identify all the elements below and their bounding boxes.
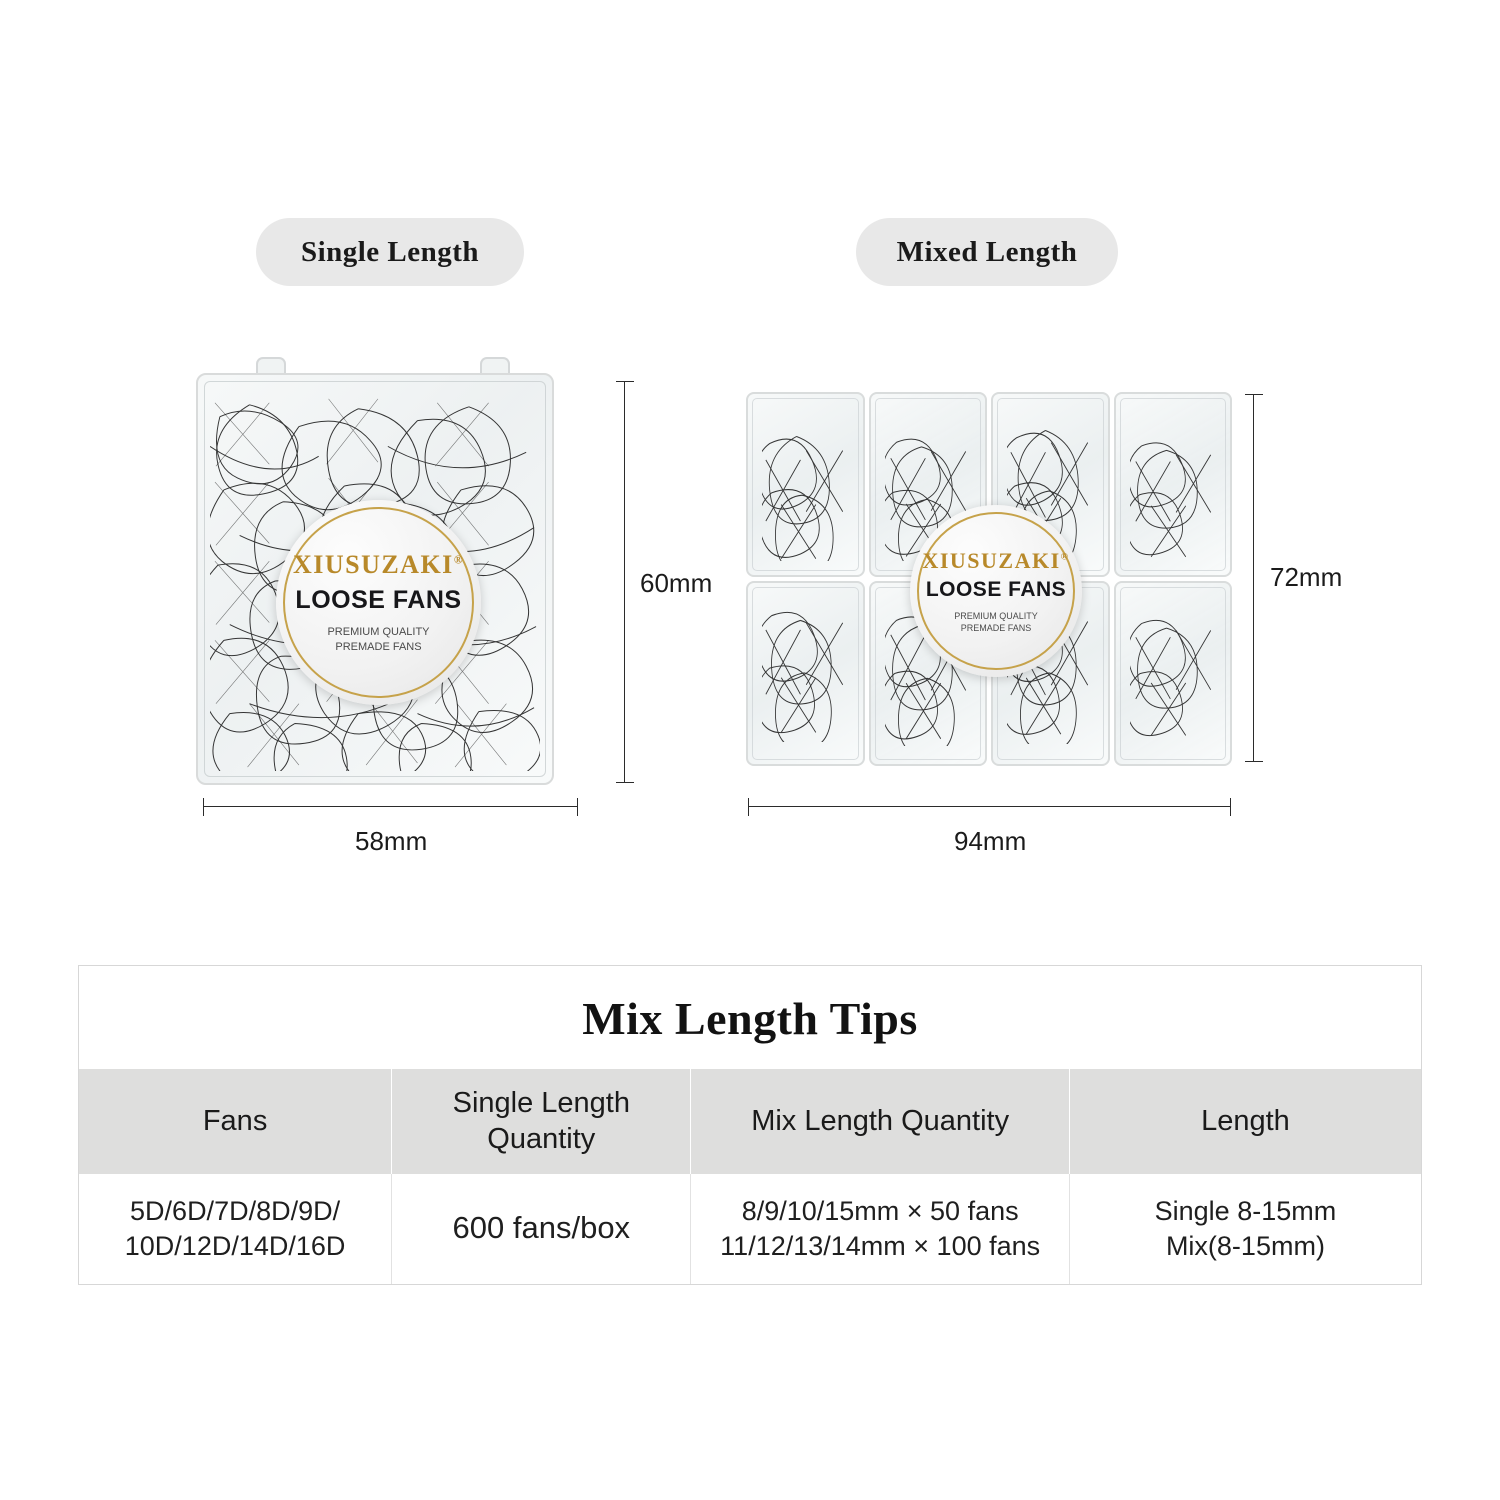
badge-mixed-length: Mixed Length xyxy=(856,218,1118,286)
compartment xyxy=(1114,581,1233,766)
compartment xyxy=(746,392,865,577)
lash-texture-cell xyxy=(762,420,849,561)
product-name: LOOSE FANS xyxy=(925,577,1067,601)
dimension-single-width-text: 58mm xyxy=(355,826,428,856)
label-subtext: PREMIUM QUALITY PREMADE FANS xyxy=(327,626,430,653)
cell-single-quantity: 600 fans/box xyxy=(392,1174,691,1284)
column-header-mix-quantity: Mix Length Quantity xyxy=(691,1069,1069,1174)
lash-texture-cell xyxy=(762,599,849,742)
column-header-length: Length xyxy=(1069,1069,1421,1174)
brand-label-mixed xyxy=(910,505,1082,677)
brand-name: XIUSUZAKI® xyxy=(292,550,465,580)
compartment xyxy=(746,581,865,766)
column-header-fans: Fans xyxy=(79,1069,392,1174)
cell-length: Single 8-15mm Mix(8-15mm) xyxy=(1069,1174,1421,1284)
dimension-line-mixed-height xyxy=(1253,394,1254,762)
lash-texture-cell xyxy=(1130,426,1217,559)
case-clip-right xyxy=(480,357,510,373)
case-clip-left xyxy=(256,357,286,373)
dimension-line-single-width xyxy=(203,806,578,807)
label-subtext: PREMIUM QUALITY PREMADE FANS xyxy=(954,610,1038,633)
product-name: LOOSE FANS xyxy=(295,586,462,615)
table-title: Mix Length Tips xyxy=(582,993,918,1044)
column-header-single-quantity: Single Length Quantity xyxy=(392,1069,691,1174)
dimension-mixed-height-text: 72mm xyxy=(1270,562,1343,592)
dimension-mixed-width-text: 94mm xyxy=(954,826,1027,856)
mix-length-tips-table xyxy=(78,965,1422,1285)
cell-fans: 5D/6D/7D/8D/9D/ 10D/12D/14D/16D xyxy=(124,1195,346,1261)
dimension-line-mixed-width xyxy=(748,806,1231,807)
brand-label-single xyxy=(276,500,481,705)
table-header-row xyxy=(79,1069,1421,1174)
brand-name: XIUSUZAKI® xyxy=(922,547,1070,573)
badge-single-length: Single Length xyxy=(256,218,524,286)
specs-table xyxy=(79,1069,1421,1284)
cell-mix-quantity: 8/9/10/15mm × 50 fans 11/12/13/14mm × 100 fans xyxy=(691,1174,1069,1284)
lash-texture-cell xyxy=(1130,603,1217,740)
table-row xyxy=(79,1174,1421,1284)
dimension-single-height-text: 60mm xyxy=(640,568,713,598)
compartment xyxy=(1114,392,1233,577)
dimension-line-single-height xyxy=(624,381,625,783)
